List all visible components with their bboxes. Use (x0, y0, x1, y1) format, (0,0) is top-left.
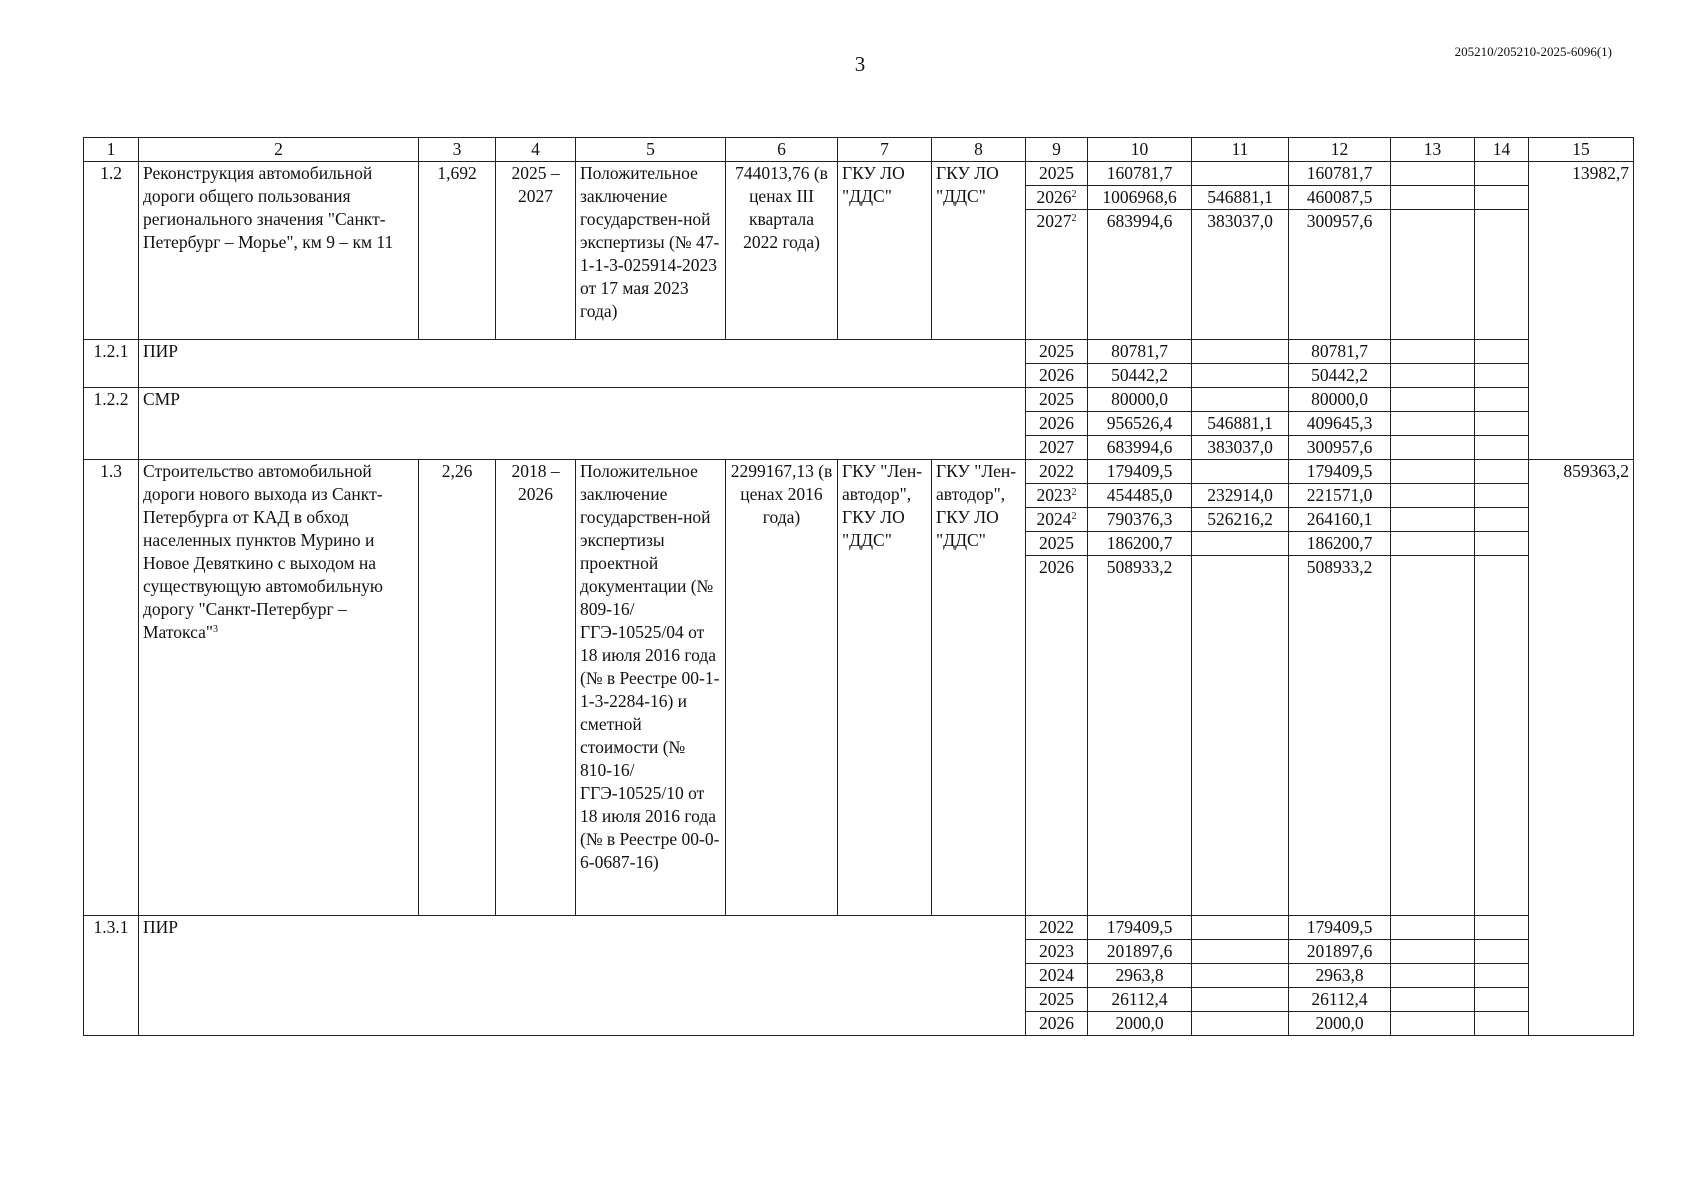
amount-federal-cell (1192, 916, 1289, 940)
amount-federal-cell: 546881,1 (1192, 412, 1289, 436)
item-length: 2,26 (419, 460, 496, 916)
amount-federal-cell: 526216,2 (1192, 508, 1289, 532)
col-13-cell (1391, 460, 1475, 484)
amount-regional-cell: 80000,0 (1289, 388, 1391, 412)
item-number: 1.2 (84, 162, 139, 340)
investment-table (83, 137, 1634, 1036)
column-header: 6 (726, 138, 838, 162)
amount-regional-cell: 264160,1 (1289, 508, 1391, 532)
amount-federal-cell (1192, 364, 1289, 388)
col-13-cell (1391, 364, 1475, 388)
col-13-cell (1391, 964, 1475, 988)
year-cell: 2022 (1026, 460, 1088, 484)
col-14-cell (1475, 532, 1529, 556)
amount-total-cell: 179409,5 (1088, 916, 1192, 940)
column-header: 13 (1391, 138, 1475, 162)
column-header: 8 (932, 138, 1026, 162)
amount-federal-cell: 383037,0 (1192, 436, 1289, 460)
item-length: 1,692 (419, 162, 496, 340)
amount-regional-cell: 409645,3 (1289, 412, 1391, 436)
column-header: 3 (419, 138, 496, 162)
col-13-cell (1391, 388, 1475, 412)
col-14-cell (1475, 436, 1529, 460)
item-cost: 744013,76 (в ценах III квартала 2022 года) (726, 162, 838, 340)
amount-total-cell: 186200,7 (1088, 532, 1192, 556)
col-14-cell (1475, 1012, 1529, 1036)
col-13-cell (1391, 940, 1475, 964)
column-header: 4 (496, 138, 576, 162)
amount-total-cell: 2963,8 (1088, 964, 1192, 988)
amount-regional-cell: 460087,5 (1289, 186, 1391, 210)
year-cell: 2024 (1026, 964, 1088, 988)
col-15-cell: 859363,2 (1529, 460, 1634, 1036)
item-name: Реконструкция автомобильной дороги общего пользования регионального значения "Санкт-Петербург – Морье", км 9 – км 11 (139, 162, 419, 340)
item-developer: ГКУ ЛО "ДДС" (932, 162, 1026, 340)
amount-federal-cell (1192, 460, 1289, 484)
year-cell: 2023$^2$ (1026, 484, 1088, 508)
year-cell: 2027 (1026, 436, 1088, 460)
amount-total-cell: 1006968,6 (1088, 186, 1192, 210)
header-row (84, 138, 1634, 162)
amount-total-cell: 683994,6 (1088, 436, 1192, 460)
amount-total-cell: 201897,6 (1088, 940, 1192, 964)
amount-regional-cell: 221571,0 (1289, 484, 1391, 508)
amount-federal-cell: 546881,1 (1192, 186, 1289, 210)
col-13-cell (1391, 556, 1475, 916)
amount-federal-cell (1192, 964, 1289, 988)
year-cell: 2026 (1026, 412, 1088, 436)
col-14-cell (1475, 988, 1529, 1012)
amount-total-cell: 508933,2 (1088, 556, 1192, 916)
column-header: 2 (139, 138, 419, 162)
subitem-number: 1.2.2 (84, 388, 139, 460)
amount-federal-cell (1192, 1012, 1289, 1036)
amount-regional-cell: 179409,5 (1289, 916, 1391, 940)
col-15-cell: 13982,7 (1529, 162, 1634, 460)
col-13-cell (1391, 484, 1475, 508)
amount-regional-cell: 160781,7 (1289, 162, 1391, 186)
col-14-cell (1475, 388, 1529, 412)
amount-total-cell: 80781,7 (1088, 340, 1192, 364)
amount-federal-cell (1192, 556, 1289, 916)
subitem-row (84, 388, 1634, 412)
amount-federal-cell (1192, 988, 1289, 1012)
col-14-cell (1475, 210, 1529, 340)
amount-federal-cell: 383037,0 (1192, 210, 1289, 340)
amount-regional-cell: 186200,7 (1289, 532, 1391, 556)
col-13-cell (1391, 988, 1475, 1012)
amount-federal-cell (1192, 532, 1289, 556)
year-cell: 2025 (1026, 988, 1088, 1012)
item-period: 2025 – 2027 (496, 162, 576, 340)
subitem-name: ПИР (139, 340, 1026, 388)
amount-federal-cell (1192, 162, 1289, 186)
year-cell: 2027$^2$ (1026, 210, 1088, 340)
amount-total-cell: 956526,4 (1088, 412, 1192, 436)
amount-regional-cell: 2963,8 (1289, 964, 1391, 988)
page-number: 3 (854, 52, 866, 76)
table-row (84, 162, 1634, 186)
year-cell: 2025 (1026, 532, 1088, 556)
table-body (84, 138, 1634, 1036)
item-developer: ГКУ "Лен-автодор", ГКУ ЛО "ДДС" (932, 460, 1026, 916)
col-14-cell (1475, 556, 1529, 916)
amount-regional-cell: 300957,6 (1289, 210, 1391, 340)
column-header: 14 (1475, 138, 1529, 162)
item-conclusion: Положительное заключение государствен-ной экспертизы проектной документации (№ 809-16/ ГГЭ-10525/04 от 18 июля 2016 года (№ в Реестре 00-1-1-3-2284-16) и сметной стоимости (№ 810-16/ ГГЭ-10525/10 от 18 июля 2016 года (№ в Реестре 00-0-6-0687-16) (576, 460, 726, 916)
amount-total-cell: 454485,0 (1088, 484, 1192, 508)
footnote-mark: 2 (1071, 511, 1077, 522)
col-14-cell (1475, 916, 1529, 940)
col-13-cell (1391, 508, 1475, 532)
column-header: 11 (1192, 138, 1289, 162)
col-13-cell (1391, 532, 1475, 556)
amount-regional-cell: 80781,7 (1289, 340, 1391, 364)
amount-federal-cell (1192, 940, 1289, 964)
amount-total-cell: 683994,6 (1088, 210, 1192, 340)
amount-federal-cell: 232914,0 (1192, 484, 1289, 508)
subitem-name: СМР (139, 388, 1026, 460)
col-14-cell (1475, 508, 1529, 532)
footnote-mark: 2 (1071, 487, 1077, 498)
col-14-cell (1475, 162, 1529, 186)
year-cell: 2025 (1026, 388, 1088, 412)
amount-total-cell: 80000,0 (1088, 388, 1192, 412)
footnote-mark: 2 (1071, 213, 1077, 224)
col-13-cell (1391, 412, 1475, 436)
column-header: 7 (838, 138, 932, 162)
year-cell: 2023 (1026, 940, 1088, 964)
col-14-cell (1475, 964, 1529, 988)
item-period: 2018 – 2026 (496, 460, 576, 916)
item-customer: ГКУ "Лен-автодор", ГКУ ЛО "ДДС" (838, 460, 932, 916)
col-13-cell (1391, 436, 1475, 460)
year-cell: 2025 (1026, 340, 1088, 364)
year-cell: 2025 (1026, 162, 1088, 186)
column-header: 1 (84, 138, 139, 162)
item-cost: 2299167,13 (в ценах 2016 года) (726, 460, 838, 916)
amount-total-cell: 50442,2 (1088, 364, 1192, 388)
amount-total-cell: 179409,5 (1088, 460, 1192, 484)
col-13-cell (1391, 340, 1475, 364)
footnote-mark: 3 (213, 624, 218, 635)
item-number: 1.3 (84, 460, 139, 916)
item-name: Строительство автомобильной дороги нового выхода из Санкт-Петербурга от КАД в обход населенных пунктов Мурино и Новое Девяткино с выходом на существующую автомобильную дорогу "Санкт-Петербург – Матокса"$^3$ (139, 460, 419, 916)
table-row (84, 460, 1634, 484)
subitem-row (84, 916, 1634, 940)
column-header: 10 (1088, 138, 1192, 162)
column-header: 15 (1529, 138, 1634, 162)
footnote-mark: 2 (1071, 189, 1077, 200)
col-14-cell (1475, 940, 1529, 964)
year-cell: 2024$^2$ (1026, 508, 1088, 532)
year-cell: 2026 (1026, 364, 1088, 388)
subitem-name: ПИР (139, 916, 1026, 1036)
col-14-cell (1475, 186, 1529, 210)
item-customer: ГКУ ЛО "ДДС" (838, 162, 932, 340)
subitem-row (84, 340, 1634, 364)
amount-total-cell: 160781,7 (1088, 162, 1192, 186)
subitem-number: 1.2.1 (84, 340, 139, 388)
amount-total-cell: 790376,3 (1088, 508, 1192, 532)
year-cell: 2026 (1026, 1012, 1088, 1036)
item-conclusion: Положительное заключение государствен-ной экспертизы (№ 47-1-1-3-025914-2023 от 17 мая 2023 года) (576, 162, 726, 340)
col-13-cell (1391, 162, 1475, 186)
amount-total-cell: 26112,4 (1088, 988, 1192, 1012)
amount-regional-cell: 508933,2 (1289, 556, 1391, 916)
amount-regional-cell: 179409,5 (1289, 460, 1391, 484)
year-cell: 2022 (1026, 916, 1088, 940)
amount-regional-cell: 201897,6 (1289, 940, 1391, 964)
amount-total-cell: 2000,0 (1088, 1012, 1192, 1036)
subitem-number: 1.3.1 (84, 916, 139, 1036)
amount-regional-cell: 26112,4 (1289, 988, 1391, 1012)
year-cell: 2026$^2$ (1026, 186, 1088, 210)
amount-regional-cell: 50442,2 (1289, 364, 1391, 388)
col-13-cell (1391, 1012, 1475, 1036)
column-header: 12 (1289, 138, 1391, 162)
column-header: 5 (576, 138, 726, 162)
col-14-cell (1475, 340, 1529, 364)
col-14-cell (1475, 412, 1529, 436)
col-14-cell (1475, 484, 1529, 508)
col-14-cell (1475, 364, 1529, 388)
col-14-cell (1475, 460, 1529, 484)
amount-regional-cell: 2000,0 (1289, 1012, 1391, 1036)
col-13-cell (1391, 186, 1475, 210)
amount-regional-cell: 300957,6 (1289, 436, 1391, 460)
amount-federal-cell (1192, 388, 1289, 412)
year-cell: 2026 (1026, 556, 1088, 916)
col-13-cell (1391, 916, 1475, 940)
document-id: 205210/205210-2025-6096(1) (1454, 44, 1612, 59)
column-header: 9 (1026, 138, 1088, 162)
amount-federal-cell (1192, 340, 1289, 364)
col-13-cell (1391, 210, 1475, 340)
